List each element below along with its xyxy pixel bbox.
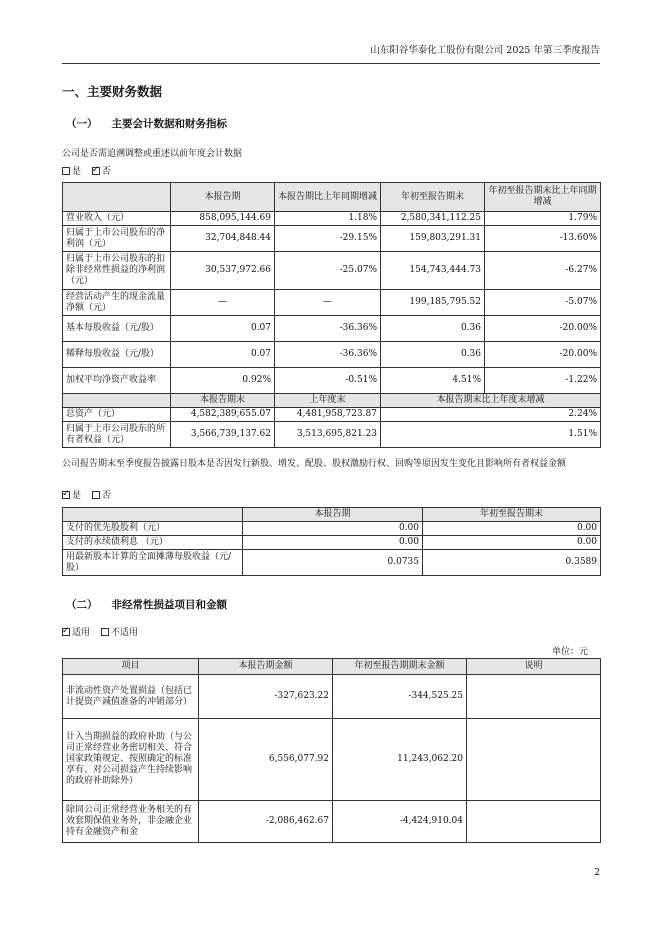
table-row — [63, 226, 601, 252]
table-row — [63, 536, 601, 550]
share-no-checkbox[interactable] — [92, 491, 100, 499]
subsection-number: （一） — [66, 118, 98, 130]
applicable-checkbox[interactable] — [62, 628, 70, 636]
subsection-number: （二） — [66, 599, 98, 611]
table-row — [63, 316, 601, 342]
table-row — [63, 422, 601, 448]
table-header-cell: 年初至报告期末 — [423, 508, 601, 522]
cell-value: -20.00% — [485, 342, 601, 368]
row-label: 营业收入（元） — [63, 212, 171, 226]
row-label: 归属于上市公司股东的所有者权益（元） — [63, 422, 171, 448]
row-label: 归属于上市公司股东的净利润（元） — [63, 226, 171, 252]
key-financial-data-table — [62, 182, 601, 448]
table-header-row — [63, 508, 601, 522]
cell-value: -327,623.22 — [199, 675, 333, 719]
cell-value: 4,582,389,655.07 — [171, 408, 275, 422]
row-label: 除同公司正常经营业务相关的有效套期保值业务外，非金融企业持有金融资产和金 — [63, 801, 199, 843]
cell-value: 159,803,291.31 — [381, 226, 485, 252]
section-title: 一、主要财务数据 — [62, 84, 163, 99]
row-label: 支付的优先股股利（元） — [63, 522, 243, 536]
cell-note — [467, 801, 601, 843]
cell-value: -25.07% — [275, 252, 381, 290]
cell-value: 6,556,077.92 — [199, 719, 333, 801]
cell-value: -4,424,910.04 — [333, 801, 467, 843]
cell-value: 199,185,795.52 — [381, 290, 485, 316]
cell-value: -13.60% — [485, 226, 601, 252]
cell-value: 0.00 — [243, 522, 423, 536]
table-row — [63, 522, 601, 536]
share-change-question: 公司报告期末至季度报告披露日股本是否因发行新股、增发、配股、股权激励行权、回购等原因发生变化且影响所有者权益金额 — [62, 459, 567, 469]
applicable-options — [62, 626, 138, 640]
cell-value: -36.36% — [275, 342, 381, 368]
cell-value: 0.07 — [171, 342, 275, 368]
cell-value: 2,580,341,112.25 — [381, 212, 485, 226]
table-header-cell: 本报告期金额 — [199, 659, 333, 675]
cell-value: 1.79% — [485, 212, 601, 226]
share-yes-checkbox[interactable] — [62, 491, 70, 499]
cell-value: -20.00% — [485, 316, 601, 342]
cell-value: -36.36% — [275, 316, 381, 342]
cell-value: 1.18% — [275, 212, 381, 226]
row-label: 稀释每股收益（元/股） — [63, 342, 171, 368]
applicable-label: 适用 — [72, 628, 91, 638]
restate-no-checkbox[interactable] — [92, 167, 100, 175]
table-header-cell: 本报告期末比上年度末增减 — [381, 394, 601, 408]
diluted-eps-table — [62, 507, 601, 576]
table-header-cell — [63, 183, 171, 212]
cell-value: 154,743,444.73 — [381, 252, 485, 290]
cell-value: 0.92% — [171, 368, 275, 394]
row-label: 加权平均净资产收益率 — [63, 368, 171, 394]
table-header-row — [63, 183, 601, 212]
cell-note — [467, 719, 601, 801]
cell-value: 0.36 — [381, 316, 485, 342]
subsection-label: 主要会计数据和财务指标 — [111, 118, 227, 130]
restate-no-label: 否 — [101, 167, 111, 177]
table-header-row — [63, 394, 601, 408]
table-header-cell — [63, 508, 243, 522]
cell-value: -1.22% — [485, 368, 601, 394]
not-applicable-label: 不适用 — [110, 628, 138, 638]
table-row — [63, 801, 601, 843]
share-yes-label: 是 — [72, 491, 82, 501]
row-label: 归属于上市公司股东的扣除非经常性损益的净利润（元） — [63, 252, 171, 290]
cell-value: 0.36 — [381, 342, 485, 368]
cell-value: 0.00 — [423, 536, 601, 550]
restate-options — [62, 165, 111, 179]
cell-value: — — [171, 290, 275, 316]
cell-value: 32,704,848.44 — [171, 226, 275, 252]
share-no-label: 否 — [101, 491, 111, 501]
table-row — [63, 342, 601, 368]
table-row — [63, 550, 601, 576]
table-header-cell: 上年度末 — [275, 394, 381, 408]
table-header-cell: 说明 — [467, 659, 601, 675]
subsection-title-2 — [66, 597, 227, 612]
cell-value: -2,086,462.67 — [199, 801, 333, 843]
cell-value: 0.3589 — [423, 550, 601, 576]
row-label: 支付的永续债利息 （元） — [63, 536, 243, 550]
cell-value: 30,537,972.66 — [171, 252, 275, 290]
cell-value: 11,243,062.20 — [333, 719, 467, 801]
table-header-cell: 年初至报告期末 — [381, 183, 485, 212]
cell-value: -0.51% — [275, 368, 381, 394]
table-header-cell: 本报告期 — [171, 183, 275, 212]
cell-value: -344,525.25 — [333, 675, 467, 719]
cell-note — [467, 675, 601, 719]
table-row — [63, 252, 601, 290]
cell-value: 4,481,958,723.87 — [275, 408, 381, 422]
cell-value: -6.27% — [485, 252, 601, 290]
row-label: 用最新股本计算的全面摊薄每股收益（元/股） — [63, 550, 243, 576]
table-header-cell: 本报告期末 — [171, 394, 275, 408]
cell-value: 0.00 — [423, 522, 601, 536]
not-applicable-checkbox[interactable] — [101, 628, 109, 636]
cell-value: 1.51% — [381, 422, 601, 448]
non-recurring-items-table — [62, 658, 601, 843]
table-row — [63, 675, 601, 719]
row-label: 非流动性资产处置损益（包括已计提资产减值准备的冲销部分） — [63, 675, 199, 719]
table-row — [63, 368, 601, 394]
table-header-cell: 年初至报告期期末金额 — [333, 659, 467, 675]
row-label: 经营活动产生的现金流量净额（元） — [63, 290, 171, 316]
cell-value: — — [275, 290, 381, 316]
table-header-row — [63, 659, 601, 675]
cell-value: 2.24% — [381, 408, 601, 422]
restate-yes-label: 是 — [72, 167, 82, 177]
cell-value: -5.07% — [485, 290, 601, 316]
cell-value: 3,513,695,821.23 — [275, 422, 381, 448]
restate-yes-checkbox[interactable] — [62, 167, 70, 175]
page-header: 山东阳谷华泰化工股份有限公司 2025 年第三季度报告 — [62, 44, 600, 64]
page-number: 2 — [594, 868, 600, 878]
table-row — [63, 212, 601, 226]
table-header-cell: 本报告期 — [243, 508, 423, 522]
row-label: 基本每股收益（元/股） — [63, 316, 171, 342]
row-label: 总资产（元） — [63, 408, 171, 422]
table-row — [63, 290, 601, 316]
cell-value: 0.07 — [171, 316, 275, 342]
unit-label: 单位：元 — [551, 647, 588, 657]
table-row — [63, 408, 601, 422]
subsection-label: 非经常性损益项目和金额 — [111, 599, 227, 611]
share-change-options — [62, 489, 111, 503]
table-row — [63, 719, 601, 801]
cell-value: 858,095,144.69 — [171, 212, 275, 226]
cell-value: 3,566,739,137.62 — [171, 422, 275, 448]
row-label: 计入当期损益的政府补助（与公司正常经营业务密切相关、符合国家政策规定、按照确定的标准享有、对公司损益产生持续影响的政府补助除外） — [63, 719, 199, 801]
cell-value: 0.00 — [243, 536, 423, 550]
table-header-cell — [63, 394, 171, 408]
table-header-cell: 年初至报告期末比上年同期增减 — [485, 183, 601, 212]
restate-question: 公司是否需追溯调整或重述以前年度会计数据 — [62, 149, 243, 159]
table-header-cell: 项目 — [63, 659, 199, 675]
cell-value: 4.51% — [381, 368, 485, 394]
cell-value: -29.15% — [275, 226, 381, 252]
cell-value: 0.0735 — [243, 550, 423, 576]
subsection-title-1 — [66, 116, 227, 131]
table-header-cell: 本报告期比上年同期增减 — [275, 183, 381, 212]
